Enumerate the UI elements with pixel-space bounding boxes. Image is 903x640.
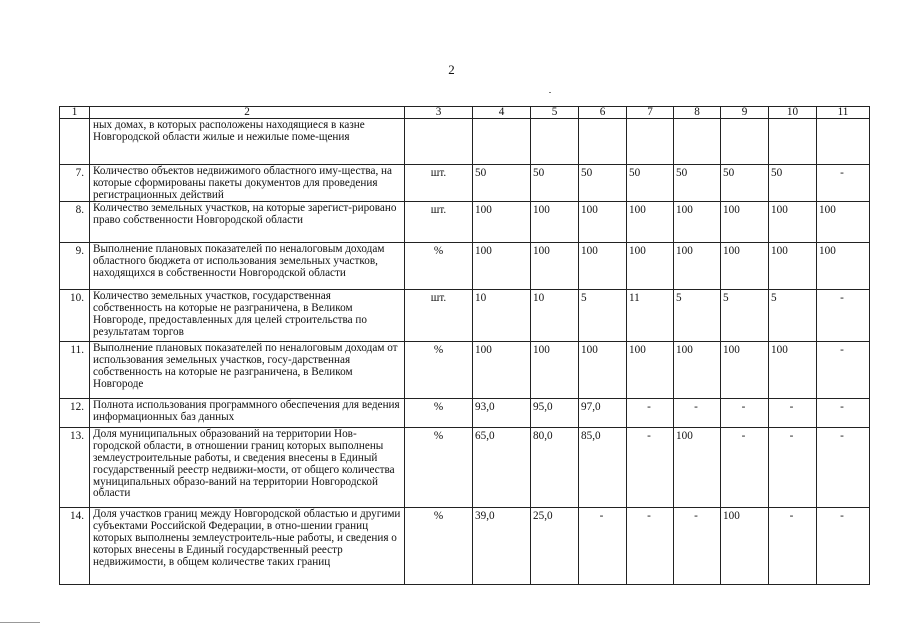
indicator-value: - — [817, 290, 870, 342]
table-row — [60, 428, 870, 508]
indicator-value: 100 — [473, 342, 531, 399]
indicator-value — [531, 119, 579, 165]
indicator-value: 100 — [579, 202, 627, 243]
indicator-description: Количество земельных участков, на которые зарегист-рировано право собственности Новгородской области — [90, 202, 405, 243]
indicator-value: 100 — [721, 243, 769, 290]
column-header: 7 — [627, 107, 674, 119]
indicator-value: 80,0 — [531, 428, 579, 508]
indicator-value: 100 — [473, 243, 531, 290]
indicator-description: Выполнение плановых показателей по неналоговым доходам от использования земельных участков, госу-дарственная собственность на которые не разграничена, в Великом Новгороде — [90, 342, 405, 399]
indicator-value: 100 — [674, 428, 721, 508]
indicator-value: - — [769, 428, 817, 508]
row-number: 10. — [60, 290, 90, 342]
table-row — [60, 119, 870, 165]
row-number — [60, 119, 90, 165]
indicator-value: 85,0 — [579, 428, 627, 508]
unit-of-measure: шт. — [405, 290, 473, 342]
indicator-value: 5 — [674, 290, 721, 342]
indicator-value: 100 — [769, 342, 817, 399]
indicator-value: - — [579, 508, 627, 585]
indicator-value: 50 — [579, 165, 627, 202]
table-row — [60, 342, 870, 399]
column-header: 4 — [473, 107, 531, 119]
indicator-value: 93,0 — [473, 399, 531, 428]
indicator-description: ных домах, в которых расположены находящиеся в казне Новгородской области жилые и нежилые поме-щения — [90, 119, 405, 165]
row-number: 7. — [60, 165, 90, 202]
indicator-value: 25,0 — [531, 508, 579, 585]
indicator-value: 100 — [627, 342, 674, 399]
row-number: 13. — [60, 428, 90, 508]
row-number: 9. — [60, 243, 90, 290]
indicator-value: 65,0 — [473, 428, 531, 508]
column-header: 5 — [531, 107, 579, 119]
indicator-value: 100 — [579, 243, 627, 290]
column-header: 2 — [90, 107, 405, 119]
indicator-value: - — [721, 399, 769, 428]
unit-of-measure: % — [405, 342, 473, 399]
indicator-value: 50 — [531, 165, 579, 202]
indicator-value: 50 — [473, 165, 531, 202]
indicator-value: 100 — [627, 202, 674, 243]
indicator-value: 100 — [531, 243, 579, 290]
indicator-value: 5 — [769, 290, 817, 342]
indicator-value: 100 — [674, 342, 721, 399]
indicator-value: 100 — [769, 243, 817, 290]
unit-of-measure: шт. — [405, 165, 473, 202]
indicator-value: 100 — [817, 243, 870, 290]
indicator-value: 100 — [769, 202, 817, 243]
indicator-value: 100 — [674, 243, 721, 290]
indicator-value: - — [721, 428, 769, 508]
column-header: 9 — [721, 107, 769, 119]
column-header: 6 — [579, 107, 627, 119]
indicator-value — [721, 119, 769, 165]
indicator-value: 50 — [769, 165, 817, 202]
indicator-value: 50 — [627, 165, 674, 202]
indicator-value: 50 — [674, 165, 721, 202]
indicator-value — [769, 119, 817, 165]
indicator-value: - — [817, 508, 870, 585]
indicator-value: 50 — [721, 165, 769, 202]
unit-of-measure: % — [405, 399, 473, 428]
indicator-value: 11 — [627, 290, 674, 342]
indicator-value: 95,0 — [531, 399, 579, 428]
table-row — [60, 165, 870, 202]
indicator-description: Полнота использования программного обеспечения для ведения информационных баз данных — [90, 399, 405, 428]
indicator-value: 100 — [674, 202, 721, 243]
indicator-value: 5 — [579, 290, 627, 342]
indicator-value: 100 — [531, 342, 579, 399]
page-number: 2 — [448, 62, 455, 77]
indicator-value: - — [817, 428, 870, 508]
unit-of-measure — [405, 119, 473, 165]
scan-artifact — [549, 92, 551, 93]
indicator-description: Выполнение плановых показателей по неналоговым доходам областного бюджета от использования земельных участков, находящихся в собственности Новгородской области — [90, 243, 405, 290]
indicator-value: 100 — [531, 202, 579, 243]
unit-of-measure: % — [405, 428, 473, 508]
indicator-value: 100 — [817, 202, 870, 243]
indicators-table — [59, 106, 870, 585]
indicator-value: - — [817, 165, 870, 202]
scan-artifact — [0, 622, 40, 623]
indicator-description: Количество земельных участков, государственная собственность на которые не разграничена, в Великом Новгороде, предоставленных для целей строительства по результатам торгов — [90, 290, 405, 342]
table-row — [60, 243, 870, 290]
indicator-value: - — [769, 399, 817, 428]
unit-of-measure: % — [405, 243, 473, 290]
column-header: 1 — [60, 107, 90, 119]
row-number: 11. — [60, 342, 90, 399]
table-row — [60, 399, 870, 428]
indicator-value — [579, 119, 627, 165]
indicator-value: - — [627, 428, 674, 508]
indicator-value: 100 — [579, 342, 627, 399]
row-number: 8. — [60, 202, 90, 243]
indicator-value: - — [627, 508, 674, 585]
indicator-description: Доля участков границ между Новгородской областью и другими субъектами Российской Федерации, в отно-шении границ которых выполнены землеустроитель-ные работы, и сведения о которых внесены в Единый государственный реестр недвижимости, в общем количестве таких границ — [90, 508, 405, 585]
indicator-value: 39,0 — [473, 508, 531, 585]
indicator-value: 100 — [721, 202, 769, 243]
indicator-value: 100 — [721, 508, 769, 585]
indicator-value — [627, 119, 674, 165]
indicator-value: - — [627, 399, 674, 428]
indicator-value: 100 — [473, 202, 531, 243]
indicator-value — [817, 119, 870, 165]
indicator-value — [473, 119, 531, 165]
indicator-value — [674, 119, 721, 165]
unit-of-measure: % — [405, 508, 473, 585]
indicator-value: 10 — [531, 290, 579, 342]
table-header-row — [60, 107, 870, 119]
unit-of-measure: шт. — [405, 202, 473, 243]
indicator-value: - — [769, 508, 817, 585]
indicator-value: 5 — [721, 290, 769, 342]
indicator-value: - — [817, 342, 870, 399]
column-header: 11 — [817, 107, 870, 119]
column-header: 3 — [405, 107, 473, 119]
table-row — [60, 290, 870, 342]
indicator-value: 100 — [627, 243, 674, 290]
indicator-description: Доля муниципальных образований на территории Нов-городской области, в отношении границ которых выполнены землеустроительные работы, и сведения внесены в Единый государственный реестр недвижи-мости, от общего количества муниципальных образо-ваний на территории Новгородской области — [90, 428, 405, 508]
indicator-value: - — [674, 508, 721, 585]
indicator-value: - — [817, 399, 870, 428]
column-header: 8 — [674, 107, 721, 119]
indicator-description: Количество объектов недвижимого областного иму-щества, на которые сформированы пакеты документов для проведения регистрационных действий — [90, 165, 405, 202]
indicator-value: 10 — [473, 290, 531, 342]
column-header: 10 — [769, 107, 817, 119]
table-row — [60, 508, 870, 585]
indicator-value: - — [674, 399, 721, 428]
row-number: 12. — [60, 399, 90, 428]
table-row — [60, 202, 870, 243]
row-number: 14. — [60, 508, 90, 585]
indicator-value: 97,0 — [579, 399, 627, 428]
indicator-value: 100 — [721, 342, 769, 399]
